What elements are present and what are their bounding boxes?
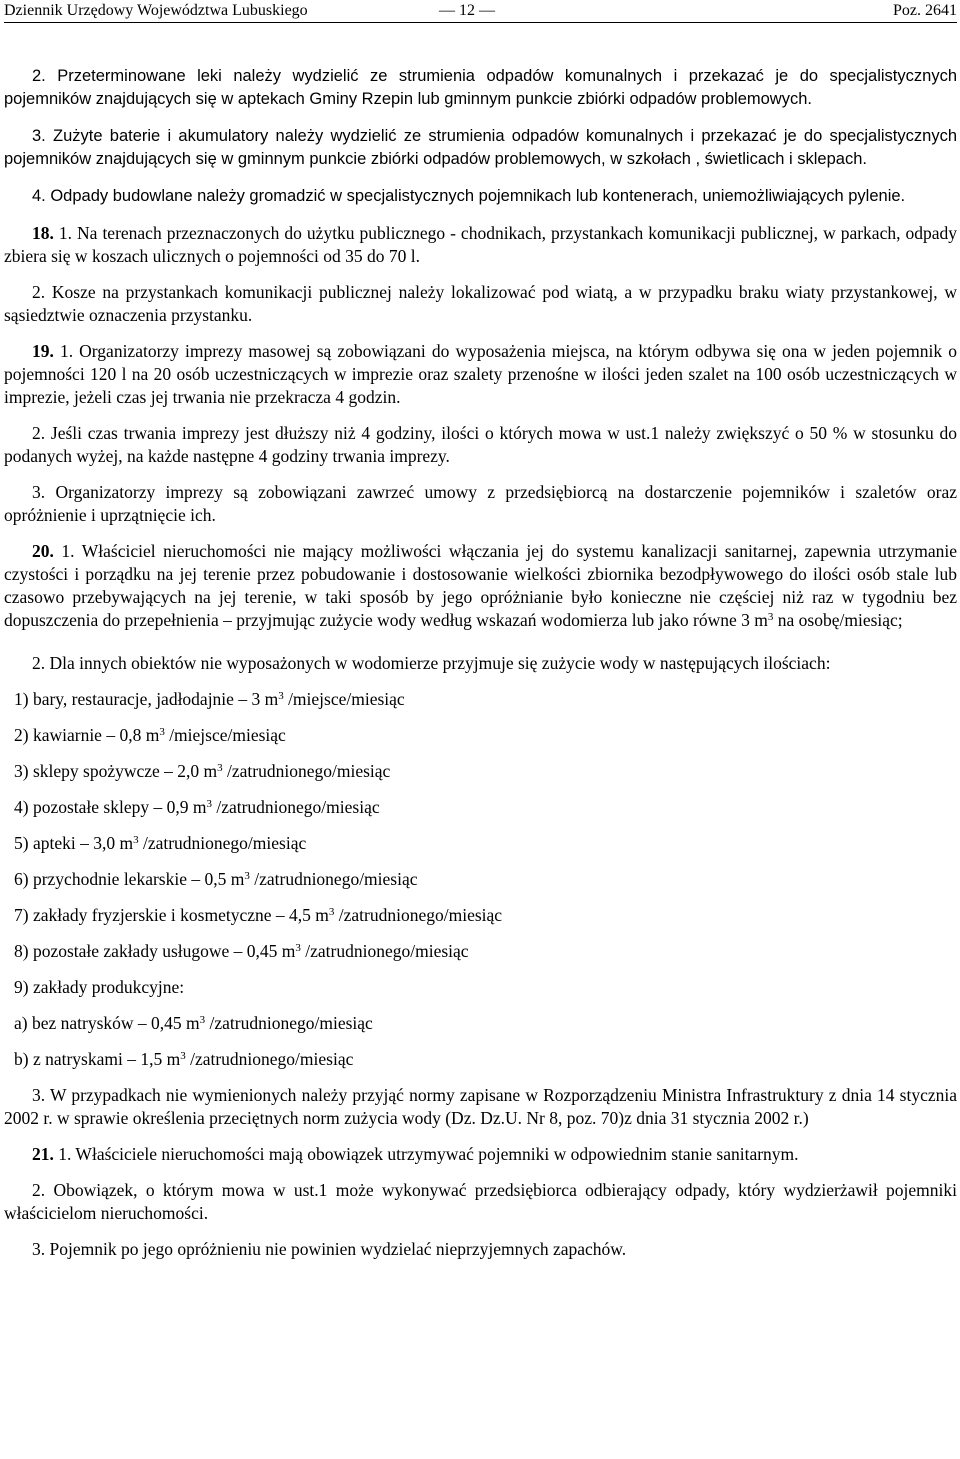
- para-19-1: 19. 1. Organizatorzy imprezy masowej są zobowiązani do wyposażenia miejsca, na którym odbywa się ona w jeden pojemnik o pojemności 120 l na 20 osób uczestniczących w imprezie oraz szalety przenośne w ilości jeden szalet na 100 osób uczestniczących w imprezie, jeżeli czas jej trwania nie przekracza 4 godzin.: [4, 341, 957, 407]
- para-19-3: 3. Organizatorzy imprezy są zobowiązani zawrzeć umowy z przedsiębiorcą na dostarczenie pojemników i szaletów oraz opróżnienie i uprzątnięcie ich.: [4, 482, 957, 525]
- para-19-2: 2. Jeśli czas trwania imprezy jest dłuższy niż 4 godziny, ilości o których mowa w ust.1 należy zwiększyć o 50 % w stosunku do podanych wyżej, na każde następne 4 godziny trwania imprezy.: [4, 423, 957, 466]
- list-item: 8) pozostałe zakłady usługowe – 0,45 $m^3$ /zatrudnionego/miesiąc: [14, 941, 469, 961]
- para-17-3: 3. Zużyte baterie i akumulatory należy wydzielić ze strumienia odpadów komunalnych i przekazać je do specjalistycznych pojemników znajdujących się w gminnym punkcie zbiórki odpadów problemowych, w szkołach , świetlicach i sklepach.: [4, 127, 957, 168]
- para-17-4: 4. Odpady budowlane należy gromadzić w specjalistycznych pojemnikach lub kontenerach, uniemożliwiających pylenie.: [32, 187, 906, 205]
- list-item: b) z natryskami – 1,5 $m^3$ /zatrudnionego/miesiąc: [14, 1049, 354, 1069]
- journal-title: Dziennik Urzędowy Województwa Lubuskiego: [4, 2, 308, 19]
- list-item: 2) kawiarnie – 0,8 $m^3$ /miejsce/miesiąc: [14, 725, 286, 745]
- document-page: [4, 0, 957, 1261]
- list-item: 5) apteki – 3,0 $m^3$ /zatrudnionego/miesiąc: [14, 833, 307, 853]
- section-19-number: 19.: [32, 341, 54, 361]
- para-20-2: 2. Dla innych obiektów nie wyposażonych w wodomierze przyjmuje się zużycie wody w następujących ilościach:: [32, 653, 831, 673]
- list-item: 9) zakłady produkcyjne:: [14, 977, 185, 997]
- page-number: — 12 —: [439, 2, 495, 19]
- list-item: 7) zakłady fryzjerskie i kosmetyczne – 4,5 $m^3$ /zatrudnionego/miesiąc: [14, 905, 503, 925]
- para-20-3: 3. W przypadkach nie wymienionych należy przyjąć normy zapisane w Rozporządzeniu Ministra Infrastruktury z dnia 14 stycznia 2002 r. w sprawie określenia przeciętnych norm zużycia wody (Dz. Dz.U. Nr 8, poz. 70)z dnia 31 stycznia 2002 r.): [4, 1085, 957, 1128]
- para-20-1: 20. 1. Właściciel nieruchomości nie mający możliwości włączania jej do systemu kanalizacji sanitarnej, zapewnia utrzymanie czystości i porządku na jej terenie przez pobudowanie i dostosowanie wielkości zbiornika bezodpływowego do ilości osób stale lub czasowo przebywających na jej terenie, w taki sposób by jego opróżnianie było konieczne nie częściej niż raz w tygodniu bez dopuszczenia do przepełnienia – przyjmując zużycie wody według wskazań wodomierza lub jako równe 3 $m^3$ na osobę/miesiąc;: [4, 541, 957, 630]
- list-item: a) bez natrysków – 0,45 $m^3$ /zatrudnionego/miesiąc: [14, 1013, 373, 1033]
- para-21-1: 21. 1. Właściciele nieruchomości mają obowiązek utrzymywać pojemniki w odpowiednim stanie sanitarnym.: [32, 1144, 799, 1164]
- position-number: Poz. 2641: [893, 2, 957, 19]
- page-header: [4, 0, 957, 24]
- para-18-1: 18. 1. Na terenach przeznaczonych do użytku publicznego - chodnikach, przystankach komunikacji publicznej, w parkach, odpady zbiera się w koszach ulicznych o pojemności od 35 do 70 l.: [4, 223, 957, 266]
- para-18-2: 2. Kosze na przystankach komunikacji publicznej należy lokalizować pod wiatą, a w przypadku braku wiaty przystankowej, w sąsiedztwie oznaczenia przystanku.: [4, 282, 957, 325]
- list-item: 6) przychodnie lekarskie – 0,5 $m^3$ /zatrudnionego/miesiąc: [14, 869, 418, 889]
- para-17-2: 2. Przeterminowane leki należy wydzielić ze strumienia odpadów komunalnych i przekazać je do specjalistycznych pojemników znajdujących się w aptekach Gminy Rzepin lub gminnym punkcie zbiórki odpadów problemowych.: [4, 67, 957, 108]
- header-rule: [4, 22, 957, 23]
- list-item: 3) sklepy spożywcze – 2,0 $m^3$ /zatrudnionego/miesiąc: [14, 761, 391, 781]
- section-20-number: 20.: [32, 541, 54, 561]
- section-18-number: 18.: [32, 223, 54, 243]
- section-21-number: 21.: [32, 1144, 54, 1164]
- list-item: 4) pozostałe sklepy – 0,9 $m^3$ /zatrudnionego/miesiąc: [14, 797, 380, 817]
- para-21-3: 3. Pojemnik po jego opróżnieniu nie powinien wydzielać nieprzyjemnych zapachów.: [32, 1239, 627, 1259]
- para-21-2: 2. Obowiązek, o którym mowa w ust.1 może wykonywać przedsiębiorca odbierający odpady, który wydzierżawił pojemniki właścicielom nieruchomości.: [4, 1180, 957, 1223]
- list-item: 1) bary, restauracje, jadłodajnie – 3 $m^3$ /miejsce/miesiąc: [14, 689, 405, 709]
- consumption-list: [4, 688, 957, 1071]
